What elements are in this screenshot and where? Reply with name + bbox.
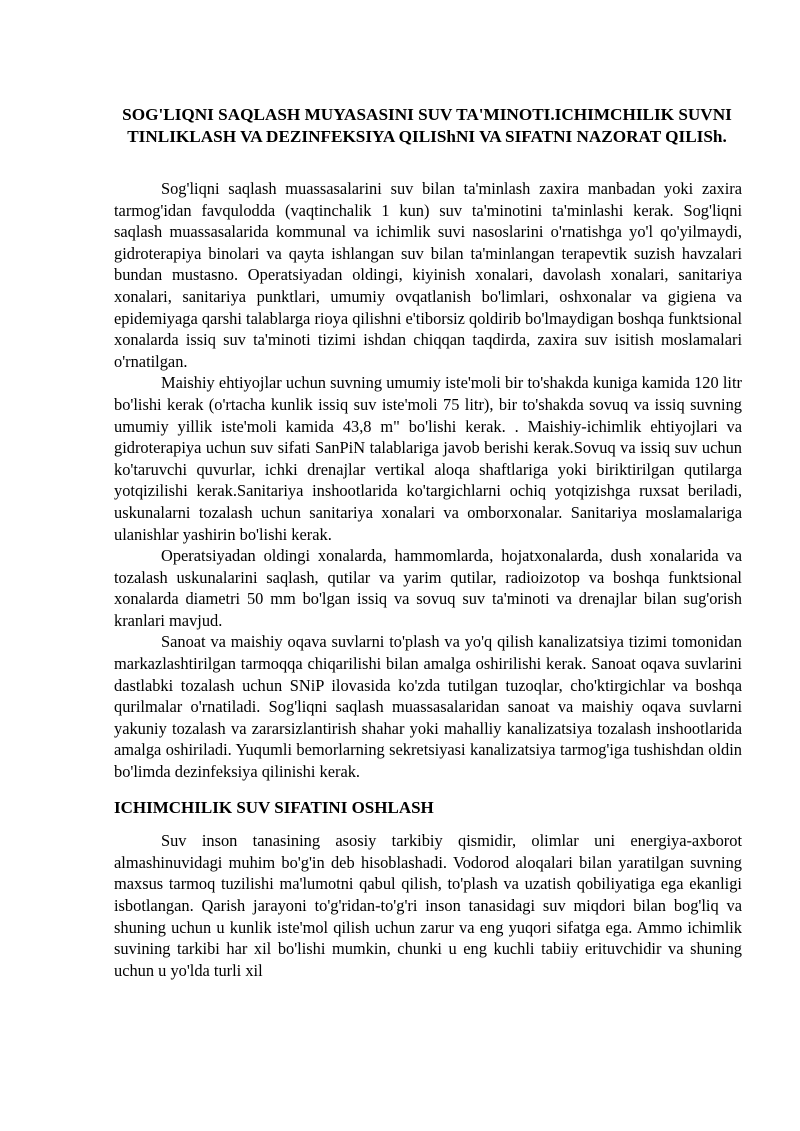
document-body <box>114 178 742 981</box>
document-title: SOG'LIQNI SAQLASH MUYASASINI SUV TA'MINOTI.ICHIMCHILIK SUVNI TINLIKLASH VA DEZINFEKSIYA QILIShNI VA SIFATNI NAZORAT QILISh. <box>122 105 732 146</box>
paragraph-water-consumption: Maishiy ehtiyojlar uchun suvning umumiy iste'moli bir to'shakda kuniga kamida 120 litr bo'lishi kerak (o'rtacha kunlik issiq suv iste'moli 75 litr), bir to'shakda sovuq va issiq suvning umumiy yillik iste'moli kamida 43,8 m" bo'lishi kerak. . Maishiy-ichimlik ehtiyojlari va gidroterapiya uchun suv sifati SanPiN talablariga javob berishi kerak.Sovuq va issiq suv uchun ko'taruvchi quvurlar, ichki drenajlar vertikal aloqa shaftlariga yoki biriktirilgan qutilarga yotqizilishi kerak.Sanitariya inshootlarida ko'targichlarni ochiq yotqizishga ruxsat beriladi, uskunalarni tozalash uchun sanitariya xonalari va omborxonalar. Sanitariya moslamalariga ulanishlar yashirin bo'lishi kerak. <box>114 373 742 544</box>
paragraph-sewage-treatment: Sanoat va maishiy oqava suvlarni to'plash va yo'q qilish kanalizatsiya tizimi tomonidan markazlashtirilgan tarmoqqa chiqarilishi bilan amalga oshirilishi kerak. Sanoat oqava suvlarini dastlabki tozalash uchun SNiP ilovasida ko'zda tutilgan tuzoqlar, cho'ktirgichlar va boshqa qurilmalar o'rnatiladi. Sog'liqni saqlash muassasalaridan sanoat va maishiy oqava suvlarni yakuniy tozalash va zararsizlantirish shahar yoki mahalliy kanalizatsiya tozalash inshootlarida amalga oshiriladi. Yuqumli bemorlarning sekretsiyasi kanalizatsiya tarmog'iga tushishdan oldin bo'limda dezinfeksiya qilinishi kerak. <box>114 632 742 782</box>
paragraph-water-supply-reserve: Sog'liqni saqlash muassasalarini suv bilan ta'minlash zaxira manbadan yoki zaxira tarmog'idan favqulodda (vaqtinchalik 1 kun) suv ta'minotini ta'minlashi kerak. Sog'liqni saqlash muassasalarida kommunal va ichimlik suvi nasoslarini o'rnatishga yo'l qo'yilmaydi, gidroterapiya binolari va qayta ishlangan suv bilan ta'minlangan terapevtik suzish havzalari bundan mustasno. Operatsiyadan oldingi, kiyinish xonalari, davolash xonalari, sanitariya xonalari, sanitariya punktlari, umumiy ovqatlanish bo'limlari, oshxonalar va gigiena va epidemiyaga qarshi talablarga rioya qilishni e'tiborsiz qoldirib bo'lmaydigan boshqa funktsional xonalarda issiq suv ta'minoti tizimi ishdan chiqqan taqdirda, zaxira suv isitish moslamalari o'rnatilgan. <box>114 179 742 371</box>
section-heading: ICHIMCHILIK SUV SIFATINI OSHLASH <box>114 797 434 817</box>
paragraph-irrigation-taps: Operatsiyadan oldingi xonalarda, hammomlarda, hojatxonalarda, dush xonalarida va tozalash uskunalarini saqlash, qutilar va yarim qutilar, radioizotop va boshqa funktsional xonalarda diametri 50 mm bo'lgan issiq va sovuq suv ta'minoti va drenajlar bilan sug'orish kranlari mavjud. <box>114 546 742 630</box>
paragraph-water-quality: Suv inson tanasining asosiy tarkibiy qismidir, olimlar uni energiya-axborot almashinuvidagi muhim bo'g'in deb hisoblashadi. Vodorod aloqalari bilan yaratilgan suvning maxsus tarmoq tuzilishi ma'lumotni qabul qilish, to'plash va uzatish qobiliyatiga ega ekanligi isbotlangan. Qarish jarayoni to'g'ridan-to'g'ri inson tanasidagi suv miqdori bilan bog'liq va shuning uchun u kunlik iste'mol qilish uchun zarur va eng yuqori sifatga ega. Ammo ichimlik suvining tarkibi har xil bo'lishi mumkin, chunki u eng kuchli tabiiy erituvchidir va shuning uchun u yo'lda turli xil <box>114 831 742 980</box>
